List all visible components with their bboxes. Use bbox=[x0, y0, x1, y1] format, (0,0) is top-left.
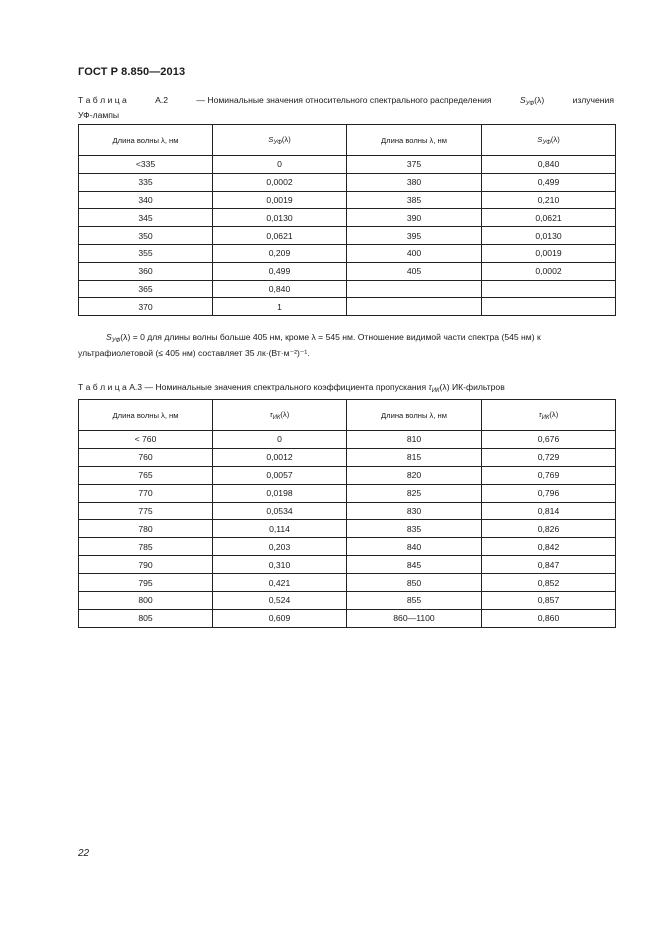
value-cell: 0,421 bbox=[213, 574, 347, 592]
document-header: ГОСТ Р 8.850—2013 bbox=[78, 66, 186, 78]
table-row bbox=[79, 191, 616, 209]
value-cell: 1 bbox=[213, 298, 347, 316]
wavelength-cell: 375 bbox=[347, 156, 482, 174]
table-row bbox=[79, 609, 616, 627]
value-cell: 0,769 bbox=[482, 466, 616, 484]
wavelength-cell: 820 bbox=[347, 466, 482, 484]
wavelength-cell: 760 bbox=[79, 448, 213, 466]
wavelength-cell: 850 bbox=[347, 574, 482, 592]
value-cell: 0,499 bbox=[482, 173, 616, 191]
table-row bbox=[79, 520, 616, 538]
wavelength-cell: 350 bbox=[79, 227, 213, 245]
wavelength-cell: 805 bbox=[79, 609, 213, 627]
wavelength-cell: 405 bbox=[347, 262, 482, 280]
table-a3-caption bbox=[78, 382, 614, 397]
value-cell: 0,0019 bbox=[482, 244, 616, 262]
table-a2-header-row bbox=[79, 125, 616, 156]
value-cell: 0,0019 bbox=[213, 191, 347, 209]
value-cell: 0,0130 bbox=[482, 227, 616, 245]
wavelength-cell: 345 bbox=[79, 209, 213, 227]
table-row bbox=[79, 431, 616, 449]
wavelength-cell bbox=[347, 280, 482, 298]
table-a3-caption-number: А.3 bbox=[129, 382, 143, 392]
value-cell: 0,0012 bbox=[213, 448, 347, 466]
table-row bbox=[79, 556, 616, 574]
table-a2-body bbox=[79, 156, 616, 316]
wavelength-cell: 825 bbox=[347, 484, 482, 502]
wavelength-cell: 365 bbox=[79, 280, 213, 298]
table-a2-note: $S_{УФ}(\lambda) = 0$ для длины волны больше 405 нм, кроме λ = 545 нм. Отношение видимой части спектра (545 нм) к ультрафиолетовой (≤ 405 нм) составляет 35 лк·(Вт·м⁻²)⁻¹. bbox=[78, 332, 541, 358]
value-cell bbox=[482, 298, 616, 316]
wavelength-cell: 385 bbox=[347, 191, 482, 209]
wavelength-cell: 860—1100 bbox=[347, 609, 482, 627]
value-cell: 0,852 bbox=[482, 574, 616, 592]
value-cell: 0,840 bbox=[482, 156, 616, 174]
table-a2-caption-line2: УФ-лампы bbox=[78, 110, 120, 120]
table-row bbox=[79, 448, 616, 466]
table-row bbox=[79, 262, 616, 280]
wavelength-cell: 335 bbox=[79, 173, 213, 191]
value-cell: 0,860 bbox=[482, 609, 616, 627]
table-row bbox=[79, 298, 616, 316]
value-cell: 0,310 bbox=[213, 556, 347, 574]
table-row bbox=[79, 244, 616, 262]
value-cell: 0 bbox=[213, 156, 347, 174]
table-a2-caption-symbol: $S_{УФ}(\lambda)$ bbox=[519, 95, 545, 107]
wavelength-cell: <335 bbox=[79, 156, 213, 174]
header-value: $S_{УФ}(\lambda)$ bbox=[482, 125, 616, 156]
table-row bbox=[79, 227, 616, 245]
value-cell: 0 bbox=[213, 431, 347, 449]
wavelength-cell: 400 bbox=[347, 244, 482, 262]
page-number: 22 bbox=[78, 848, 90, 859]
value-cell: 0,203 bbox=[213, 538, 347, 556]
wavelength-cell: 845 bbox=[347, 556, 482, 574]
wavelength-cell: 390 bbox=[347, 209, 482, 227]
table-a2 bbox=[78, 124, 616, 316]
value-cell bbox=[482, 280, 616, 298]
header-wavelength: Длина волны λ, нм bbox=[79, 125, 213, 156]
wavelength-cell: 840 bbox=[347, 538, 482, 556]
value-cell: 0,0198 bbox=[213, 484, 347, 502]
value-cell: 0,840 bbox=[213, 280, 347, 298]
wavelength-cell: 770 bbox=[79, 484, 213, 502]
header-value: $\tau_{ИК}(\lambda)$ bbox=[482, 400, 616, 431]
table-a3 bbox=[78, 399, 616, 628]
wavelength-cell: 765 bbox=[79, 466, 213, 484]
table-a3-header-row bbox=[79, 400, 616, 431]
value-cell: 0,842 bbox=[482, 538, 616, 556]
table-row bbox=[79, 209, 616, 227]
value-cell: 0,0534 bbox=[213, 502, 347, 520]
wavelength-cell: 810 bbox=[347, 431, 482, 449]
wavelength-cell: 835 bbox=[347, 520, 482, 538]
value-cell: 0,0002 bbox=[213, 173, 347, 191]
header-wavelength: Длина волны λ, нм bbox=[79, 400, 213, 431]
wavelength-cell: 370 bbox=[79, 298, 213, 316]
value-cell: 0,114 bbox=[213, 520, 347, 538]
table-a2-caption bbox=[78, 95, 614, 121]
table-a3-body bbox=[79, 431, 616, 628]
table-row bbox=[79, 156, 616, 174]
value-cell: 0,814 bbox=[482, 502, 616, 520]
table-a2-caption-text: — Номинальные значения относительного спектрального распределения bbox=[196, 95, 492, 105]
value-cell: 0,676 bbox=[482, 431, 616, 449]
value-cell: 0,857 bbox=[482, 592, 616, 610]
wavelength-cell: 380 bbox=[347, 173, 482, 191]
wavelength-cell: 360 bbox=[79, 262, 213, 280]
wavelength-cell: 780 bbox=[79, 520, 213, 538]
table-a3-caption-after: ИК-фильтров bbox=[451, 382, 505, 392]
value-cell: 0,0621 bbox=[482, 209, 616, 227]
table-a3-caption-prefix: Т а б л и ц а bbox=[78, 382, 127, 392]
table-a3-caption-text: — Номинальные значения спектрального коэффициента пропускания bbox=[144, 382, 427, 392]
value-cell: 0,210 bbox=[482, 191, 616, 209]
wavelength-cell: 800 bbox=[79, 592, 213, 610]
header-value: $S_{УФ}(\lambda)$ bbox=[213, 125, 347, 156]
wavelength-cell: 775 bbox=[79, 502, 213, 520]
value-cell: 0,499 bbox=[213, 262, 347, 280]
value-cell: 0,209 bbox=[213, 244, 347, 262]
header-wavelength: Длина волны λ, нм bbox=[347, 400, 482, 431]
table-row bbox=[79, 502, 616, 520]
wavelength-cell: 395 bbox=[347, 227, 482, 245]
wavelength-cell bbox=[347, 298, 482, 316]
wavelength-cell: 795 bbox=[79, 574, 213, 592]
table-row bbox=[79, 173, 616, 191]
value-cell: 0,0621 bbox=[213, 227, 347, 245]
table-row bbox=[79, 574, 616, 592]
table-a2-caption-number: А.2 bbox=[155, 95, 169, 105]
table-row bbox=[79, 280, 616, 298]
table-a2-caption-after: излучения bbox=[572, 95, 614, 105]
table-a3-caption-symbol: $\tau_{ИК}(\lambda)$ bbox=[428, 382, 450, 394]
value-cell: 0,796 bbox=[482, 484, 616, 502]
header-value: $\tau_{ИК}(\lambda)$ bbox=[213, 400, 347, 431]
wavelength-cell: 340 bbox=[79, 191, 213, 209]
table-row bbox=[79, 592, 616, 610]
header-wavelength: Длина волны λ, нм bbox=[347, 125, 482, 156]
value-cell: 0,0130 bbox=[213, 209, 347, 227]
wavelength-cell: 815 bbox=[347, 448, 482, 466]
table-row bbox=[79, 538, 616, 556]
wavelength-cell: 855 bbox=[347, 592, 482, 610]
value-cell: 0,826 bbox=[482, 520, 616, 538]
wavelength-cell: 790 bbox=[79, 556, 213, 574]
value-cell: 0,524 bbox=[213, 592, 347, 610]
table-row bbox=[79, 484, 616, 502]
value-cell: 0,0002 bbox=[482, 262, 616, 280]
value-cell: 0,847 bbox=[482, 556, 616, 574]
table-a2-caption-prefix: Т а б л и ц а bbox=[78, 95, 127, 105]
value-cell: 0,729 bbox=[482, 448, 616, 466]
wavelength-cell: 830 bbox=[347, 502, 482, 520]
wavelength-cell: 785 bbox=[79, 538, 213, 556]
value-cell: 0,609 bbox=[213, 609, 347, 627]
wavelength-cell: < 760 bbox=[79, 431, 213, 449]
table-row bbox=[79, 466, 616, 484]
wavelength-cell: 355 bbox=[79, 244, 213, 262]
value-cell: 0,0057 bbox=[213, 466, 347, 484]
